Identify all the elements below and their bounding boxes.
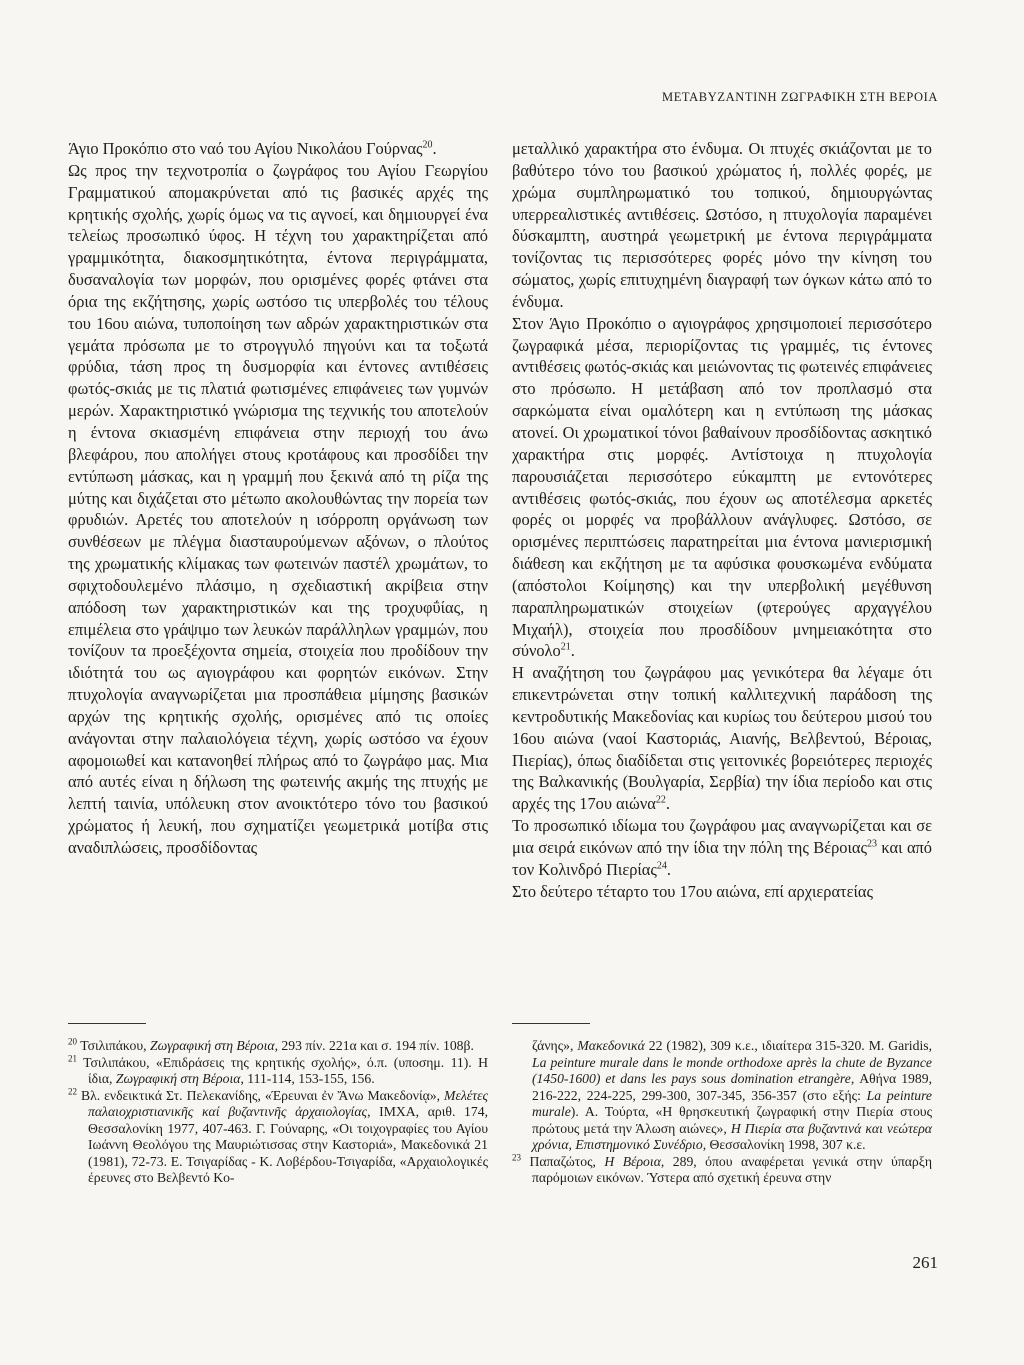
footnote-ref[interactable]: 22 — [655, 794, 666, 806]
text-column-right — [512, 138, 932, 903]
footnote-ref[interactable]: 24 — [656, 860, 667, 872]
paragraph: Άγιο Προκόπιο στο ναό του Αγίου Νικολάου Γούρνας$^{20}$. — [68, 139, 437, 158]
paragraph: Ως προς την τεχνοτροπία ο ζωγράφος του Αγίου Γεωργίου Γραμματικού απομακρύνεται από τις βασικές αρχές της κρητικής σχολής, χωρίς όμως να τις αγνοεί, και δημιουργεί ένα τελείως προσωπικό ύφος. Η τέχνη του χαρακτηρίζεται από γραμμικότητα, διακοσμητικότητα, έντονα περιγράμματα, δυσαναλογία των μορφών, που ορισμένες φορές φτάνει στα όρια της εκζήτησης, χωρίς ωστόσο τις υπερβολές του τέλους του 16ου αιώνα, τυποποίηση των αδρών χαρακτηριστικών στα γεμάτα πρόσωπα με το στρογγυλό πηγούνι και τα τοξωτά φρύδια, τάση προς τη δυσμορφία και έντονες αντιθέσεις φωτός-σκιάς με τις πλατιά φωτισμένες επιφάνειες των γυμνών μερών. Χαρακτηριστικό γνώρισμα της τεχνικής του αποτελούν η έντονα σκιασμένη επιφάνεια στην περιοχή του άνω βλεφάρου, που απολήγει στους κροτάφους και προσδίδει την εντύπωση μάσκας, και η γραμμή που ξεκινά από τη ρίζα της μύτης και διχάζεται στο μέτωπο ακολουθώντας την πορεία των φρυδιών. Αρετές του αποτελούν η ισόρροπη οργάνωση των συνθέσεων με πλέγμα διασταυρούμενων αξόνων, ο πλούτος της χρωματικής κλίμακας των φωτεινών παστέλ χρωμάτων, το σφιχτοδουλεμένο πλάσιμο, η σχεδιαστική ακρίβεια στην απόδοση των χαρακτηριστικών και της τροχυφΰίας, η επιμέλεια στο γράψιμο των λευκών παράλληλων γραμμών, που τονίζουν τα προεξέχοντα σημεία, στοιχεία που προδίδουν την ιδιότητά του ως αγιογράφου και φορητών εικόνων. Στην πτυχολογία αναγνωρίζεται μια προσπάθεια μίμησης βασικών αρχών της κρητικής σχολής, ορισμένες από τις οποίες ανάγονται στην παλαιολόγεια τέχνη, χωρίς ωστόσο να έχουν αφομοιωθεί και κατανοηθεί πλήρως από το ζωγράφο μας. Μια από αυτές είναι η δήλωση της φωτεινής ακμής της πτυχής με λεπτή ταινία, υπόλευκη στον ανοικτότερο τόνο του βασικού χρώματος ή λευκή, που σχηματίζει γεωμετρικά μοτίβα στις αναδιπλώσεις, προσδίδοντας — [68, 160, 488, 857]
page-number: 261 — [912, 1253, 938, 1272]
footnote-divider — [68, 1023, 146, 1024]
footnotes-left — [68, 1038, 488, 1187]
paragraph: Η αναζήτηση του ζωγράφου μας γενικότερα θα λέγαμε ότι επικεντρώνεται στην τοπική καλλιτεχνική παράδοση της κεντροδυτικής Μακεδονίας και κυρίως του δεύτερου μισού του 16ου αιώνα (ναοί Καστοριάς, Αιανής, Βελβεντού, Βέροιας, Πιερίας), όπως διαδίδεται στις γειτονικές βορειότερες περιοχές της Βαλκανικής (Βουλγαρία, Σερβία) την ίδια περίοδο και στις αρχές της 17ου αιώνα$^{22}$. — [512, 663, 932, 814]
footnotes-right — [512, 1038, 932, 1187]
paragraph: Στο δεύτερο τέταρτο του 17ου αιώνα, επί αρχιερατείας — [512, 881, 873, 901]
running-head: ΜΕΤΑΒΥΖΑΝΤΙΝΗ ΖΩΓΡΑΦΙΚΗ ΣΤΗ ΒΕΡΟΙΑ — [661, 90, 938, 104]
paragraph: μεταλλικό χαρακτήρα στο ένδυμα. Οι πτυχές σκιάζονται με το βαθύτερο τόνο του βασικού χρώματος ή, πολλές φορές, με χρώμα συμπληρωματικό του τοπικού, δημιουργώντας υπερρεαλιστικές αντιθέσεις. Ωστόσο, η πτυχολογία παραμένει δύσκαμπτη, αυστηρά γεωμετρική με έντονα περιγράμματα τονίζοντας τις περισσότερες φορές μόνο την κίνηση του σώματος, χωρίς επιτυχημένη διαγραφή των όγκων κάτω από το ένδυμα. — [512, 139, 932, 311]
footnote-ref[interactable]: 20 — [422, 139, 433, 151]
paragraph: Στον Άγιο Προκόπιο ο αγιογράφος χρησιμοποιεί περισσότερο ζωγραφικά μέσα, περιορίζοντας τις γραμμές, τις έντονες αντιθέσεις φωτός-σκιάς και μειώνοντας τις φωτεινές επιφάνειες στο πρόσωπο. Η μετάβαση από τον προπλασμό στα σαρκώματα είναι ομαλότερη και η εντύπωση της μάσκας ατονεί. Οι χρωματικοί τόνοι βαθαίνουν προσδίδοντας ασκητικό χαρακτήρα στις μορφές. Αντίστοιχα η πτυχολογία παρουσιάζεται περισσότερο εύκαμπτη με εντονότερες αντιθέσεις φωτός-σκιάς, που έχουν ως αποτέλεσμα αρκετές φορές οι μορφές να προβάλλουν ανάγλυφες. Ωστόσο, σε ορισμένες περιπτώσεις παρατηρείται μια έντονα μανιερισμική διάθεση και εκζήτηση με τα αφύσικα φουσκωμένα ενδύματα (απόστολοι Κοίμησης) και την υπερβολική μεγέθυνση παραπληρωματικών στοιχείων (φτερούγες αρχαγγέλου Μιχαήλ), στοιχεία που προσδίδουν μνημειακότητα στο σύνολο$^{21}$. — [512, 313, 932, 661]
footnote: $^{21}$ Τσιλιπάκου, «Επιδράσεις της κρητικής σχολής», ό.π. (υποσημ. 11). Η ίδια, Ζωγραφική στη Βέροια, 111-114, 153-155, 156. — [68, 1052, 488, 1086]
footnote-ref[interactable]: 23 — [866, 838, 877, 850]
footnote: $^{22}$ Βλ. ενδεικτικά Στ. Πελεκανίδης, «Έρευναι ἐν Ἄνω Μακεδονίᾳ», Μελέτες παλαιοχριστιανικῆς καί βυζαντινῆς ἀρχαιολογίας, ΙΜΧΑ, αριθ. 174, Θεσσαλονίκη 1977, 407-463. Γ. Γούναρης, «Οι τοιχογραφίες του Αγίου Ιωάννη Θεολόγου της Μαυριώτισσας στην Καστοριά», Μακεδονικά 21 (1981), 72-73. Ε. Τσιγαρίδας - Κ. Λοβέρδου-Τσιγαρίδα, «Αρχαιολογικές έρευνες στο Βελβεντό Κο- — [68, 1085, 489, 1185]
footnote: $^{23}$ Παπαζώτος, Η Βέροια, 289, όπου αναφέρεται γενικά στην ύπαρξη παρόμοιων εικόνων. Ύστερα από σχετική έρευνα στην — [512, 1151, 932, 1185]
footnote-continuation: ζάνης», Μακεδονικά 22 (1982), 309 κ.ε., ιδιαίτερα 315-320. Μ. Garidis, La peinture murale dans le monde orthodoxe après la chute de Byzance (1450-1600) et dans les pays sous domination etrangère, Αθήνα 1989, 216-222, 224-225, 299-300, 307-345, 356-357 (στο εξής: La peinture murale). Α. Τούρτα, «Η θρησκευτική ζωγραφική στην Πιερία στους πρώτους μετά την Άλωση αιώνες», Η Πιερία στα βυζαντινά και νεώτερα χρόνια, Επιστημονικό Συνέδριο, Θεσσαλονίκη 1998, 307 κ.ε. — [532, 1038, 932, 1152]
footnote: $^{20}$ Τσιλιπάκου, Ζωγραφική στη Βέροια, 293 πίν. 221α και σ. 194 πίν. 108β. — [68, 1036, 474, 1053]
footnote-ref[interactable]: 21 — [560, 641, 571, 653]
text-column-left — [68, 138, 488, 859]
footnote-divider — [512, 1023, 590, 1024]
paragraph: Το προσωπικό ιδίωμα του ζωγράφου μας αναγνωρίζεται και σε μια σειρά εικόνων από την ίδια την πόλη της Βέροιας$^{23}$ και από τον Κολινδρό Πιερίας$^{24}$. — [512, 816, 932, 879]
